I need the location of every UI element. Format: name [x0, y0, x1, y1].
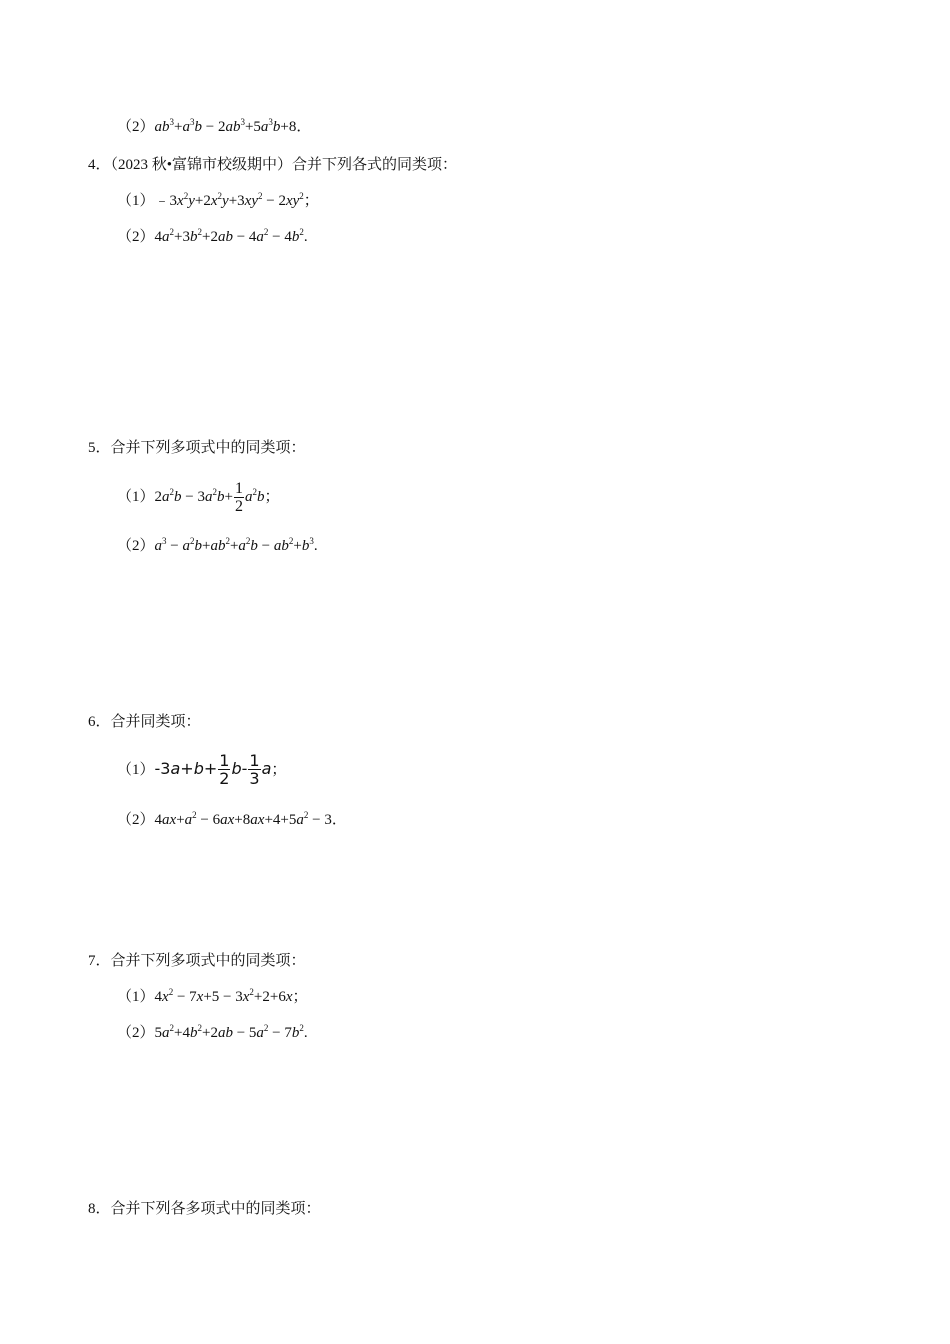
- q5-stem: [88, 438, 306, 458]
- q7-stem: [88, 951, 306, 971]
- q6-part2-label: （2）: [117, 812, 155, 828]
- q7-text: 合并下列多项式中的同类项：: [110, 953, 306, 969]
- q5-number: 5．: [88, 440, 111, 456]
- fraction-denominator: 2: [219, 768, 230, 788]
- q4-part2-label: （2）: [117, 229, 155, 245]
- q7-part2-label: （2）: [117, 1025, 155, 1041]
- q5-part2: [117, 536, 318, 556]
- q6-part1: [117, 749, 286, 790]
- q6-part1-expr: -3a+b+ $\frac{1}{2}$ b- $\frac{1}{3}$ a: [154, 750, 272, 788]
- q4-part1-label: （1）: [117, 193, 155, 209]
- q5-text: 合并下列多项式中的同类项：: [110, 440, 306, 456]
- q5-part1: [117, 477, 279, 517]
- q7-part1: [117, 987, 308, 1007]
- q4-number: 4．: [88, 157, 111, 173]
- q3-part2-expr: $ab^3+a^3b - 2ab^3+5a^3b+8$．: [154, 117, 312, 135]
- q5-part1-fraction: [234, 481, 244, 515]
- fraction-numerator: 1: [219, 750, 230, 770]
- q6-part2-expr: $4ax+a^2 - 6ax+8ax+4+5a^2 - 3$．: [154, 810, 347, 828]
- fraction-numerator: 1: [249, 750, 260, 770]
- q8-number: 8．: [88, 1201, 111, 1217]
- q5-part1-expr-before: $2a^2b - 3a^2b+$: [154, 487, 233, 505]
- q8-text: 合并下列各多项式中的同类项：: [110, 1201, 321, 1217]
- fraction-numerator: 1: [234, 479, 243, 497]
- q6-part1-fraction-2: [248, 750, 260, 788]
- q3-part2: [117, 117, 311, 137]
- q6-part2: [117, 810, 347, 830]
- q6-number: 6．: [88, 714, 111, 730]
- q7-part1-expr: $4x^2 - 7x+5 - 3x^2+2+6x$；: [154, 987, 308, 1005]
- q5-part1-label: （1）: [117, 489, 155, 505]
- q4-part1-expr: $﹣3x^2y+2x^2y+3xy^2 - 2xy^2$；: [154, 191, 319, 209]
- q5-part2-label: （2）: [117, 538, 155, 554]
- q7-number: 7．: [88, 953, 111, 969]
- q4-part2-expr: $4a^2+3b^2+2ab - 4a^2 - 4b^2$.: [154, 227, 308, 245]
- q4-part2: [117, 227, 308, 247]
- q6-part1-label: （1）: [117, 762, 155, 778]
- q4-text: （2023 秋•富锦市校级期中）合并下列各式的同类项：: [110, 157, 458, 173]
- q6-part1-fraction-1: [218, 750, 230, 788]
- q5-part1-expr-after: $a^2b$；: [244, 487, 280, 505]
- q7-part1-label: （1）: [117, 989, 155, 1005]
- q7-part2: [117, 1023, 308, 1043]
- q6-part1-end: ；: [271, 762, 287, 778]
- q6-text: 合并同类项：: [110, 714, 201, 730]
- q5-part2-expr: $a^3 - a^2b+ab^2+a^2b - ab^2+b^3$.: [154, 536, 318, 554]
- q3-part2-label: （2）: [117, 119, 155, 135]
- q8-stem: [88, 1199, 321, 1219]
- q4-part1: [117, 191, 319, 211]
- q6-stem: [88, 712, 201, 732]
- fraction-denominator: 3: [249, 768, 260, 788]
- q7-part2-expr: $5a^2+4b^2+2ab - 5a^2 - 7b^2$.: [154, 1023, 308, 1041]
- fraction-denominator: 2: [234, 497, 243, 515]
- q4-stem: [88, 155, 457, 175]
